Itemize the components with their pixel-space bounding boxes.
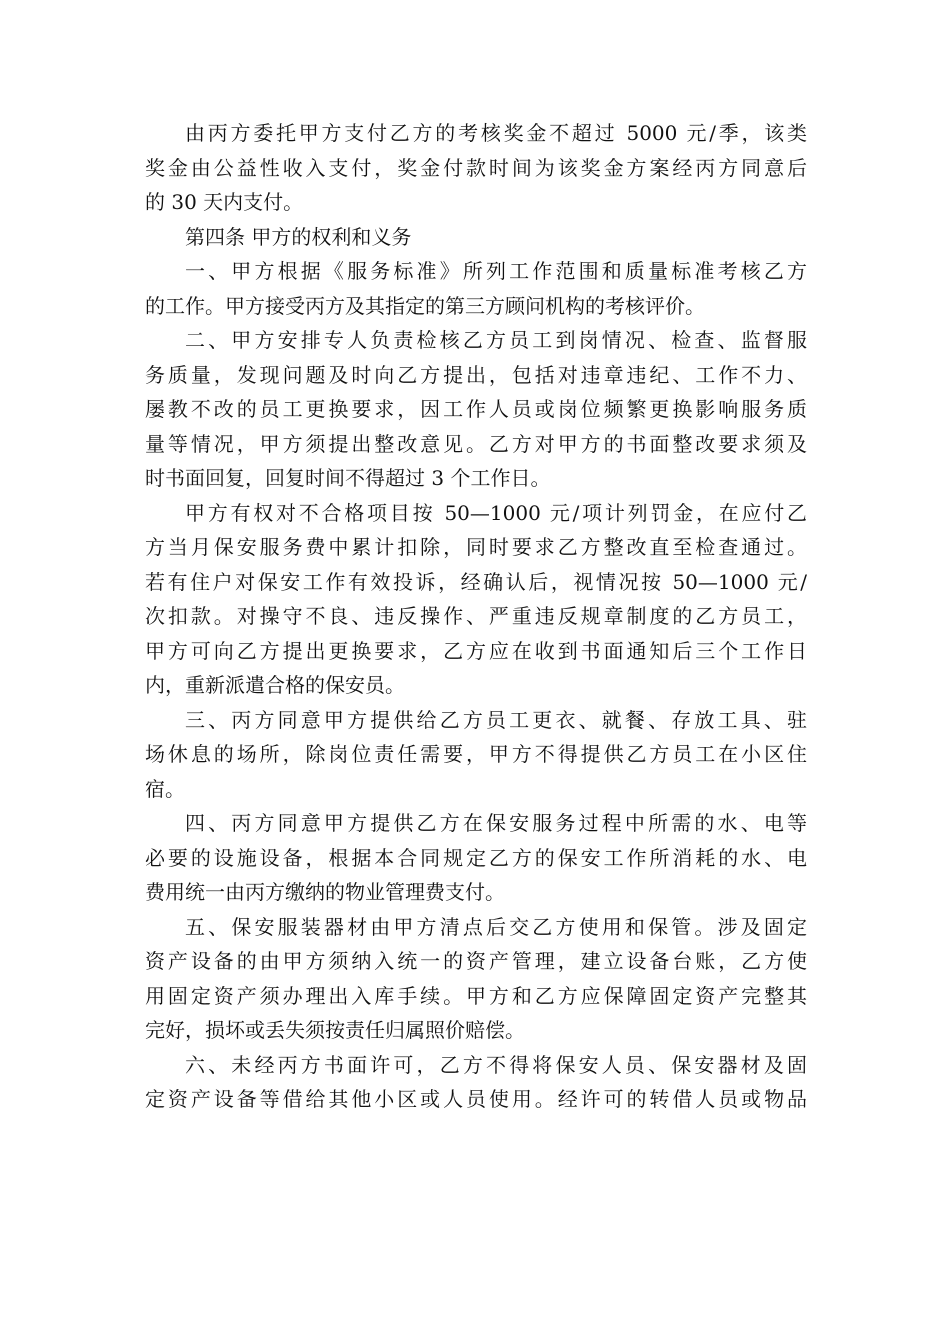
text-line: 六、未经丙方书面许可，乙方不得将保安人员、保安器材及固 [185, 1052, 807, 1077]
paragraph-7 [145, 806, 807, 910]
text-line: 三、丙方同意甲方提供给乙方员工更衣、就餐、存放工具、驻 [185, 707, 807, 732]
text-line: 的工作。甲方接受丙方及其指定的第三方顾问机构的考核评价。 [145, 293, 705, 318]
text-line: 若有住户对保安工作有效投诉，经确认后，视情况按 50—1000 元/ [145, 569, 807, 594]
text-line: 完好，损坏或丢失须按责任归属照价赔偿。 [145, 1018, 525, 1042]
text-line: 内，重新派遣合格的保安员。 [145, 673, 405, 697]
section-heading [145, 220, 807, 255]
paragraph-1 [145, 116, 807, 220]
document-body [145, 116, 807, 1117]
text-line: 方当月保安服务费中累计扣除，同时要求乙方整改直至检查通过。 [145, 535, 807, 559]
paragraph-9 [145, 1048, 807, 1117]
paragraph-3 [145, 254, 807, 323]
text-line: 次扣款。对操守不良、违反操作、严重违反规章制度的乙方员工， [145, 604, 807, 628]
text-line: 必要的设施设备，根据本合同规定乙方的保安工作所消耗的水、电 [145, 845, 807, 870]
text-line: 量等情况，甲方须提出整改意见。乙方对甲方的书面整改要求须及 [145, 431, 807, 456]
paragraph-5 [145, 496, 807, 703]
paragraph-8 [145, 910, 807, 1048]
text-line: 场休息的场所，除岗位责任需要，甲方不得提供乙方员工在小区住 [145, 742, 807, 766]
text-line: 务质量，发现问题及时向乙方提出，包括对违章违纪、工作不力、 [145, 362, 807, 387]
paragraph-4 [145, 323, 807, 496]
text-line: 资产设备的由甲方须纳入统一的资产管理，建立设备台账，乙方使 [145, 949, 807, 973]
text-line: 一、甲方根据《服务标准》所列工作范围和质量标准考核乙方 [185, 259, 807, 283]
paragraph-6 [145, 703, 807, 807]
text-line: 屡教不改的员工更换要求，因工作人员或岗位频繁更换影响服务质 [145, 397, 807, 421]
text-line: 由丙方委托甲方支付乙方的考核奖金不超过 5000 元/季，该类 [185, 121, 807, 145]
article-title: 第四条 甲方的权利和义务 [185, 224, 412, 249]
text-line: 用固定资产须办理出入库手续。甲方和乙方应保障固定资产完整其 [145, 983, 807, 1008]
text-line: 费用统一由丙方缴纳的物业管理费支付。 [145, 880, 505, 904]
text-line: 五、保安服装器材由甲方清点后交乙方使用和保管。涉及固定 [185, 914, 807, 939]
text-line: 定资产设备等借给其他小区或人员使用。经许可的转借人员或物品 [145, 1087, 807, 1111]
text-line: 宿。 [145, 776, 185, 801]
text-line: 二、甲方安排专人负责检核乙方员工到岗情况、检查、监督服 [185, 328, 807, 352]
text-line: 的 30 天内支付。 [145, 190, 304, 214]
text-line: 四、丙方同意甲方提供乙方在保安服务过程中所需的水、电等 [185, 811, 807, 835]
text-line: 甲方可向乙方提出更换要求，乙方应在收到书面通知后三个工作日 [145, 638, 807, 663]
text-line: 时书面回复，回复时间不得超过 3 个工作日。 [145, 466, 551, 490]
text-line: 甲方有权对不合格项目按 50—1000 元/项计列罚金，在应付乙 [185, 500, 807, 525]
text-line: 奖金由公益性收入支付，奖金付款时间为该奖金方案经丙方同意后 [145, 155, 807, 180]
